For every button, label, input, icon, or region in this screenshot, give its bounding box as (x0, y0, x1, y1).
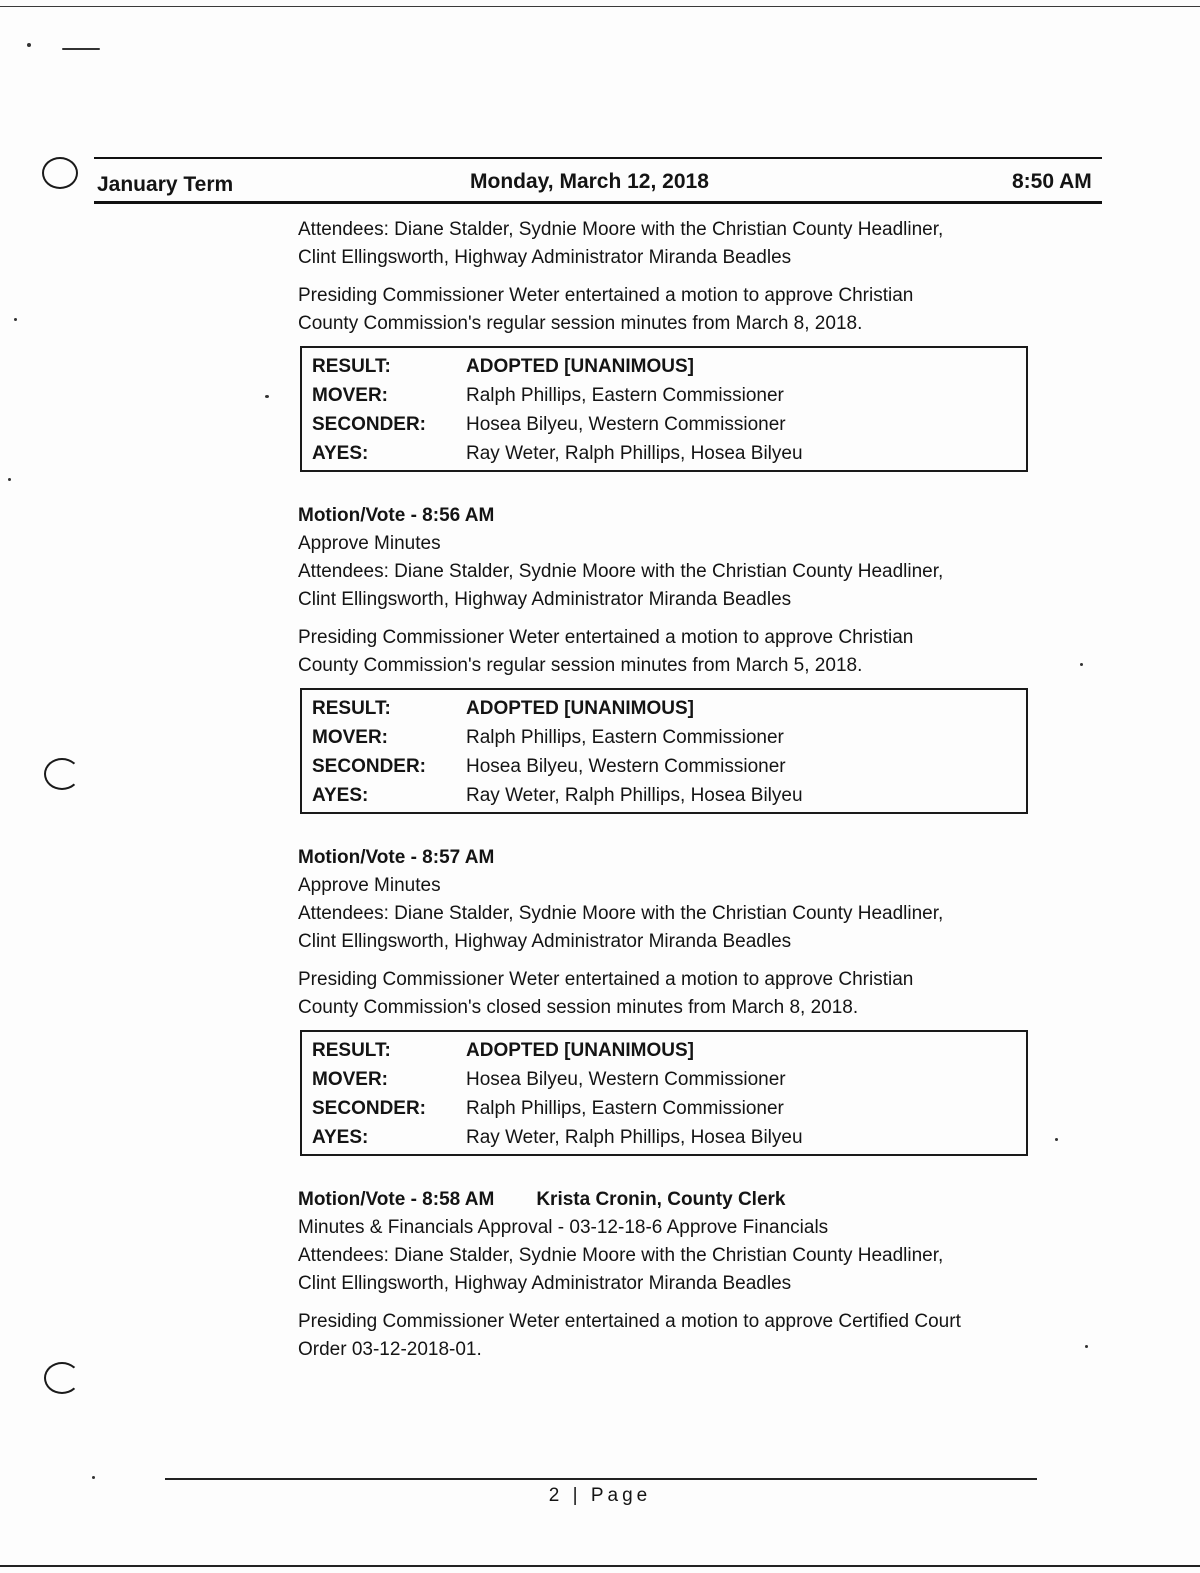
ayes-row (312, 781, 1026, 810)
seconder-label: SECONDER: (312, 756, 427, 777)
motion-subject: Approve Minutes (298, 533, 441, 554)
scan-speck (62, 48, 100, 50)
ayes-value: Ray Weter, Ralph Phillips, Hosea Bilyeu (466, 443, 803, 464)
motion-subject: Approve Minutes (298, 875, 441, 896)
seconder-row (312, 410, 1026, 439)
mover-row (312, 1065, 1026, 1094)
footer-rule (165, 1478, 1037, 1480)
attendees-line: Attendees: Diane Stalder, Sydnie Moore with the Christian County Headliner, (298, 219, 944, 240)
motion-text-line: County Commission's regular session minutes from March 5, 2018. (298, 655, 863, 676)
motion-heading-line (298, 1186, 1038, 1214)
motion-text-line: Presiding Commissioner Weter entertained a motion to approve Christian (298, 627, 914, 648)
punch-hole-icon (42, 157, 78, 189)
result-row (312, 352, 1026, 381)
mover-row (312, 381, 1026, 410)
scan-speck (8, 478, 11, 481)
ayes-label: AYES: (312, 785, 369, 806)
seconder-label: SECONDER: (312, 414, 427, 435)
motion-text-line: Presiding Commissioner Weter entertained a motion to approve Certified Court (298, 1311, 961, 1332)
vote-result-table (300, 346, 1028, 472)
attendees-line: Clint Ellingsworth, Highway Administrator Miranda Beadles (298, 1273, 792, 1294)
result-value: ADOPTED [UNANIMOUS] (466, 698, 694, 719)
motion-text-line: Presiding Commissioner Weter entertained a motion to approve Christian (298, 969, 914, 990)
attendees-line: Clint Ellingsworth, Highway Administrator Miranda Beadles (298, 247, 792, 268)
result-row (312, 1036, 1026, 1065)
attendees-line: Attendees: Diane Stalder, Sydnie Moore with the Christian County Headliner, (298, 903, 944, 924)
ayes-value: Ray Weter, Ralph Phillips, Hosea Bilyeu (466, 1127, 803, 1148)
scan-speck (14, 318, 17, 321)
mover-value: Ralph Phillips, Eastern Commissioner (466, 385, 784, 406)
ayes-value: Ray Weter, Ralph Phillips, Hosea Bilyeu (466, 785, 803, 806)
scan-edge-top (0, 6, 1200, 7)
motion-section (298, 844, 1038, 1156)
seconder-value: Ralph Phillips, Eastern Commissioner (466, 1098, 784, 1119)
header-rule-top (94, 157, 1102, 159)
scan-speck (92, 1476, 95, 1479)
punch-hole-icon (44, 758, 80, 790)
seconder-value: Hosea Bilyeu, Western Commissioner (466, 756, 786, 777)
seconder-label: SECONDER: (312, 1098, 427, 1119)
scan-speck (1080, 663, 1083, 666)
ayes-row (312, 439, 1026, 468)
motion-text-line: County Commission's regular session minutes from March 8, 2018. (298, 313, 863, 334)
scan-speck (265, 395, 269, 398)
minutes-body (298, 216, 1038, 1364)
continued-item (298, 216, 1038, 472)
vote-result-table (300, 688, 1028, 814)
mover-value: Ralph Phillips, Eastern Commissioner (466, 727, 784, 748)
motion-text-line: Presiding Commissioner Weter entertained a motion to approve Christian (298, 285, 914, 306)
motion-heading: Motion/Vote - 8:58 AM (298, 1189, 495, 1210)
meeting-time: 8:50 AM (1012, 170, 1092, 193)
seconder-row (312, 1094, 1026, 1123)
scan-speck (1085, 1345, 1088, 1348)
ayes-label: AYES: (312, 443, 369, 464)
scan-speck (1055, 1138, 1058, 1141)
mover-value: Hosea Bilyeu, Western Commissioner (466, 1069, 786, 1090)
ayes-row (312, 1123, 1026, 1152)
attendees-line: Attendees: Diane Stalder, Sydnie Moore with the Christian County Headliner, (298, 561, 944, 582)
mover-label: MOVER: (312, 727, 388, 748)
motion-text-line: Order 03-12-2018-01. (298, 1339, 482, 1360)
result-value: ADOPTED [UNANIMOUS] (466, 1040, 694, 1061)
mover-label: MOVER: (312, 385, 388, 406)
motion-heading: Motion/Vote - 8:57 AM (298, 847, 495, 868)
result-row (312, 694, 1026, 723)
attendees-line: Clint Ellingsworth, Highway Administrator Miranda Beadles (298, 589, 792, 610)
scan-speck (27, 43, 31, 47)
seconder-value: Hosea Bilyeu, Western Commissioner (466, 414, 786, 435)
result-value: ADOPTED [UNANIMOUS] (466, 356, 694, 377)
punch-hole-icon (44, 1362, 80, 1394)
ayes-label: AYES: (312, 1127, 369, 1148)
result-label: RESULT: (312, 356, 391, 377)
motion-presenter: Krista Cronin, County Clerk (536, 1189, 786, 1210)
motion-heading: Motion/Vote - 8:56 AM (298, 505, 495, 526)
result-label: RESULT: (312, 698, 391, 719)
term-label: January Term (97, 173, 234, 196)
seconder-row (312, 752, 1026, 781)
vote-result-table (300, 1030, 1028, 1156)
motion-subject: Minutes & Financials Approval - 03-12-18-6 Approve Financials (298, 1217, 829, 1238)
mover-label: MOVER: (312, 1069, 388, 1090)
attendees-line: Attendees: Diane Stalder, Sydnie Moore with the Christian County Headliner, (298, 1245, 944, 1266)
motion-text-line: County Commission's closed session minutes from March 8, 2018. (298, 997, 859, 1018)
motion-section (298, 502, 1038, 814)
page-number: 2 | Page (548, 1485, 652, 1506)
motion-section (298, 1186, 1038, 1364)
result-label: RESULT: (312, 1040, 391, 1061)
meeting-date: Monday, March 12, 2018 (470, 170, 709, 193)
mover-row (312, 723, 1026, 752)
attendees-line: Clint Ellingsworth, Highway Administrator Miranda Beadles (298, 931, 792, 952)
scan-edge-bottom (0, 1565, 1200, 1567)
header-rule-bottom (94, 201, 1102, 204)
